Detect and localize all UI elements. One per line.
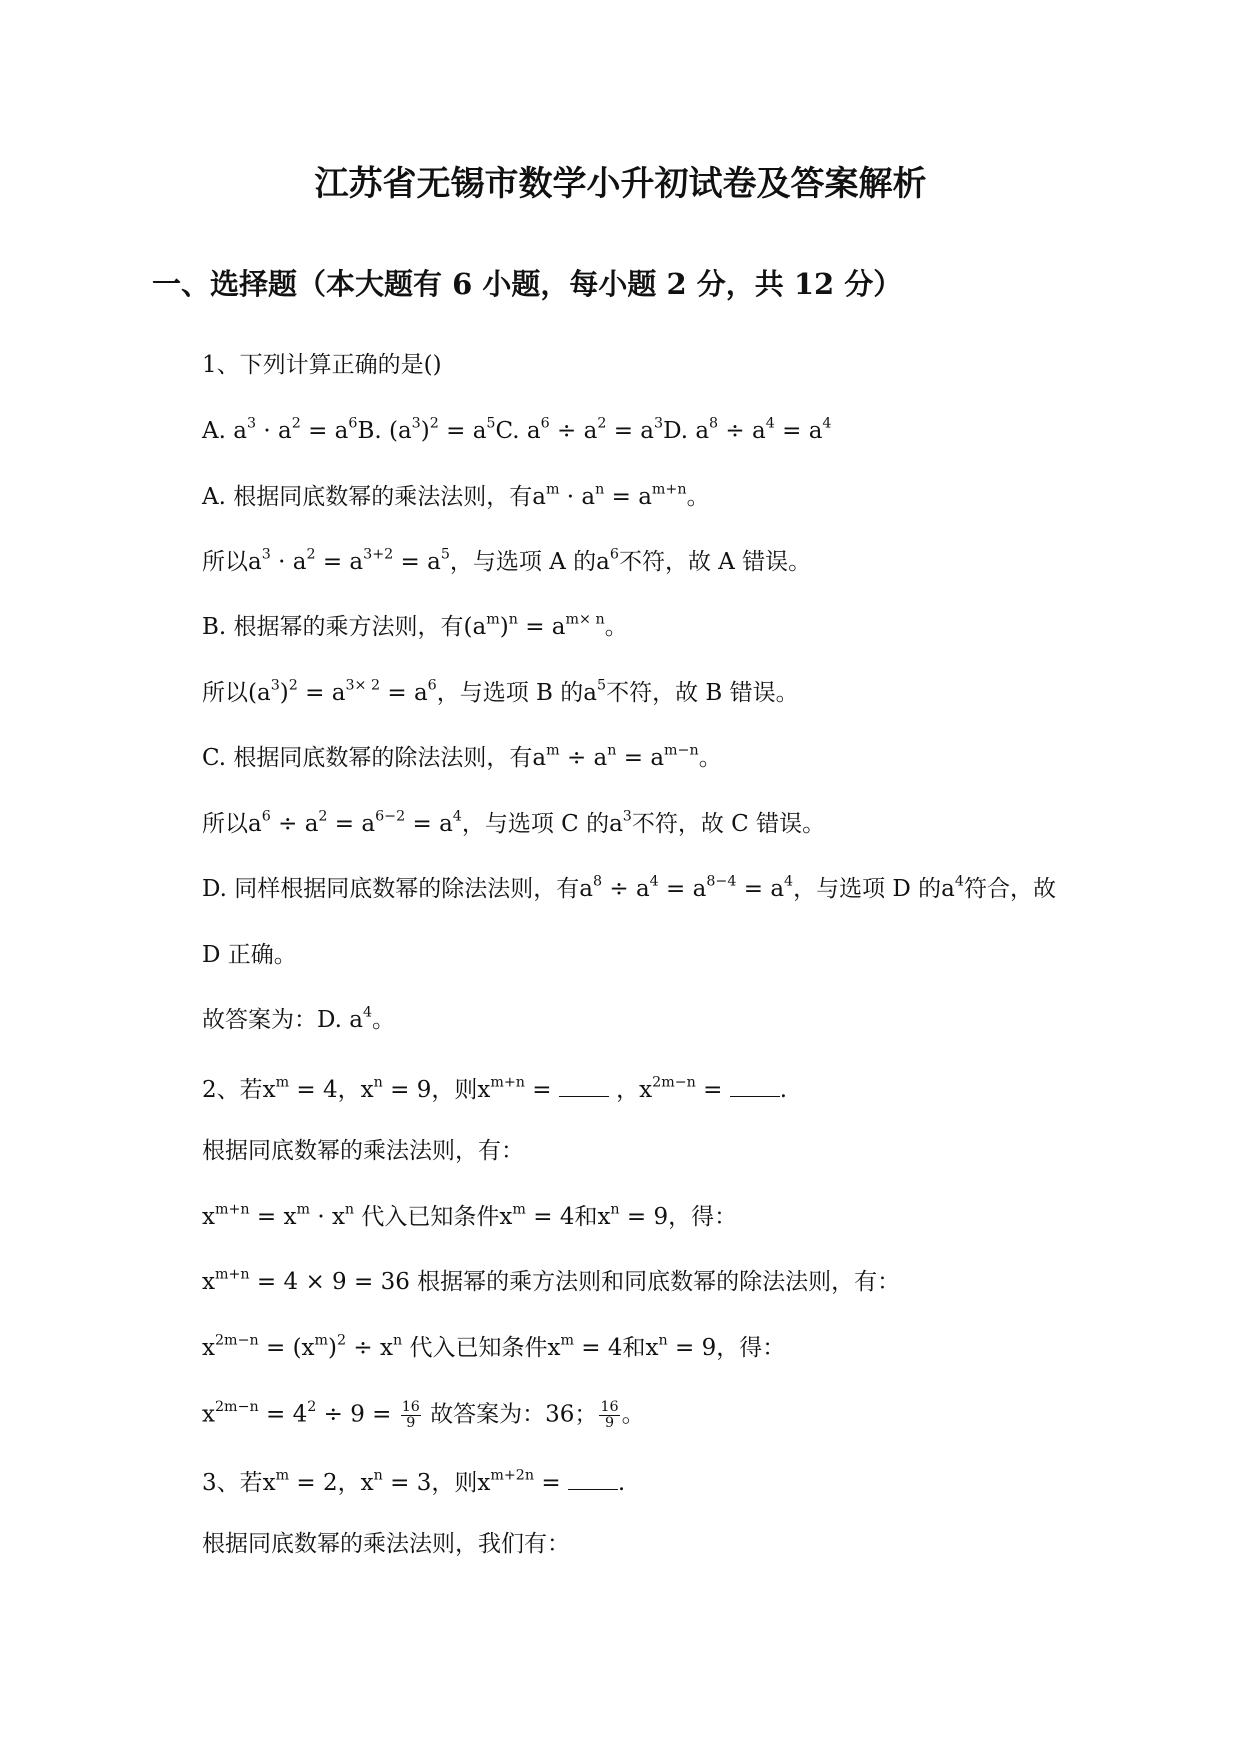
solution-line: 所以$a^3 \cdot a^2 = a^{3+2} = a^5$，与选项 A 的$a^6$不符，故 A 错误。 [202, 546, 812, 575]
answer-line: 故答案为：D. $a^4$。 [202, 1004, 396, 1033]
document-title: 江苏省无锡市数学小升初试卷及答案解析 [314, 164, 927, 204]
solution-line: B. 根据幂的乘方法则，有$(a^m)^n = a^{m\times n}$。 [202, 611, 628, 640]
section-heading: 一、选择题（本大题有 6 小题，每小题 2 分，共 12 分） [152, 267, 903, 301]
solution-line: $x^{m+n} = x^m \cdot x^n$ 代入已知条件$x^m = 4$和$x^n = 9$，得： [202, 1201, 738, 1230]
answer-blank [730, 1073, 780, 1097]
question-1: 1、下列计算正确的是() [202, 352, 442, 378]
answer-blank [559, 1073, 609, 1097]
solution-line: 所以$(a^3)^2 = a^{3\times 2} = a^6$，与选项 B 的$a^5$不符，故 B 错误。 [202, 677, 799, 706]
fraction: $\frac{16}{9}$ [600, 1399, 619, 1431]
question-1-options: A. $a^3 \cdot a^2 = a^6B$. $(a^3)^2 = a^5C$. $a^6 \div a^2 = a^3D$. $a^8 \div a^4 = a^4$ [202, 415, 832, 444]
solution-line: 所以$a^6 \div a^2 = a^{6-2} = a^4$，与选项 C 的$a^3$不符，故 C 错误。 [202, 808, 826, 837]
answer-line: $x^{2m-n} = 4^2 \div 9$ = $\frac{16}{9}$ 故答案为：36； $\frac{16}{9}$ 。 [202, 1399, 645, 1431]
question-2: 2、若$x^m = 4$，$x^n = 9$，则$x^{m+n}$ = ，$x^{2m-n}$ = . [202, 1074, 788, 1103]
solution-line: C. 根据同底数幂的除法法则，有$a^m \div a^n = a^{m-n}$。 [202, 742, 722, 771]
question-3: 3、若$x^m = 2$，$x^n = 3$，则$x^{m+2n}$ = . [202, 1467, 626, 1496]
solution-line: D 正确。 [202, 942, 297, 968]
solution-line: 根据同底数幂的乘法法则，我们有： [202, 1531, 570, 1557]
solution-line: $x^{m+n} = 4 \times 9 = 36$ 根据幂的乘方法则和同底数幂的除法法则，有： [202, 1266, 901, 1295]
solution-line: $x^{2m-n} = (x^m)^2 \div x^n$ 代入已知条件$x^m = 4$和$x^n = 9$，得： [202, 1332, 786, 1361]
solution-line: A. 根据同底数幂的乘法法则，有$a^m \cdot a^n = a^{m+n}$。 [202, 481, 710, 510]
solution-line: 根据同底数幂的乘法法则，有： [202, 1138, 524, 1164]
fraction: $\frac{16}{9}$ [401, 1399, 420, 1431]
answer-blank [568, 1466, 618, 1490]
solution-line: D. 同样根据同底数幂的除法法则，有$a^8 \div a^4 = a^{8-4} = a^4$，与选项 D 的$a^4$符合，故 [202, 873, 1056, 902]
